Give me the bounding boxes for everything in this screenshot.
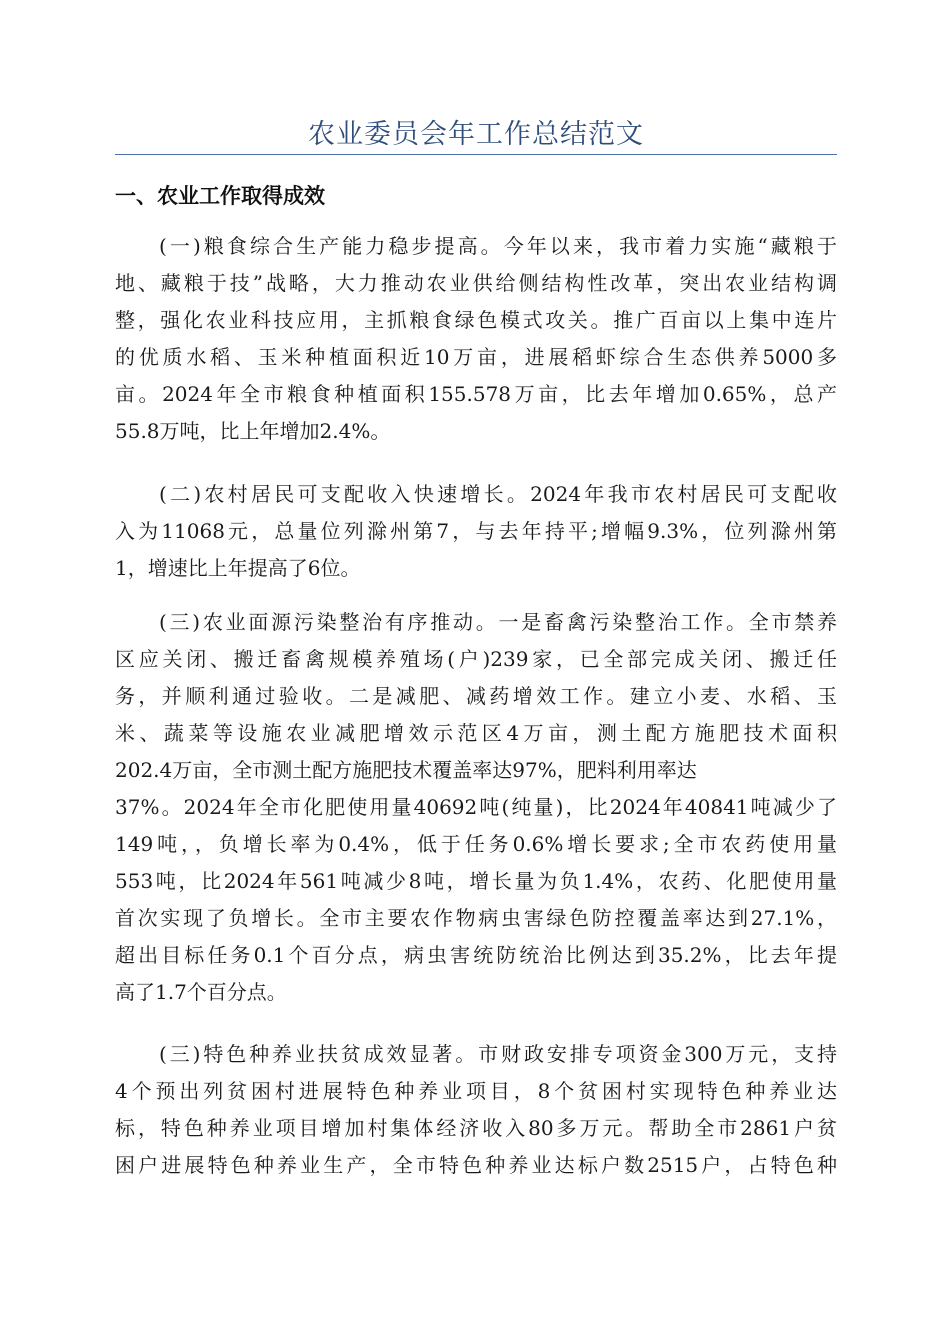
- paragraph-line: 1，增速比上年提高了6位。: [115, 556, 361, 580]
- paragraph-pollution-control: [115, 604, 837, 1011]
- paragraph-line: (二)农村居民可支配收入快速增长。2024年我市农村居民可支配收: [159, 482, 837, 506]
- paragraph-line: 37%。2024年全市化肥使用量40692吨(纯量)，比2024年40841吨减少了: [115, 795, 837, 819]
- paragraph-line: (三)农业面源污染整治有序推动。一是畜禽污染整治工作。全市禁养: [159, 610, 837, 634]
- paragraph-line: (三)特色种养业扶贫成效显著。市财政安排专项资金300万元，支持: [159, 1042, 837, 1066]
- document-title: 农业委员会年工作总结范文: [308, 119, 644, 150]
- paragraph-line: 的优质水稻、玉米种植面积近10万亩，进展稻虾综合生态供养5000多: [115, 345, 837, 369]
- paragraph-line: 米、蔬菜等设施农业减肥增效示范区4万亩，测土配方施肥技术面积: [115, 721, 837, 745]
- paragraph-grain-production: [115, 228, 837, 450]
- paragraph-line: 标，特色种养业项目增加村集体经济收入80多万元。帮助全市2861户贫: [115, 1116, 837, 1140]
- paragraph-line: 区应关闭、搬迁畜禽规模养殖场(户)239家，已全部完成关闭、搬迁任: [115, 647, 837, 671]
- paragraph-line: (一)粮食综合生产能力稳步提高。今年以来，我市着力实施“藏粮于: [159, 234, 837, 258]
- paragraph-line: 4个预出列贫困村进展特色种养业项目，8个贫困村实现特色种养业达: [115, 1079, 837, 1103]
- paragraph-line: 202.4万亩，全市测土配方施肥技术覆盖率达97%，肥料利用率达: [115, 758, 697, 782]
- title-underline: [115, 154, 837, 155]
- paragraph-line: 553吨，比2024年561吨减少8吨，增长量为负1.4%，农药、化肥使用量: [115, 869, 837, 893]
- paragraph-line: 高了1.7个百分点。: [115, 980, 287, 1004]
- paragraph-line: 149吨，，负增长率为0.4%，低于任务0.6%增长要求;全市农药使用量: [115, 832, 837, 856]
- paragraph-line: 首次实现了负增长。全市主要农作物病虫害绿色防控覆盖率达到27.1%，: [115, 906, 837, 930]
- paragraph-line: 超出目标任务0.1个百分点，病虫害统防统治比例达到35.2%，比去年提: [115, 943, 837, 967]
- paragraph-line: 整，强化农业科技应用，主抓粮食绿色模式攻关。推广百亩以上集中连片: [115, 308, 837, 332]
- paragraph-line: 地、藏粮于技”战略，大力推动农业供给侧结构性改革，突出农业结构调: [115, 271, 837, 295]
- paragraph-line: 务，并顺利通过验收。二是减肥、减药增效工作。建立小麦、水稻、玉: [115, 684, 837, 708]
- paragraph-line: 困户进展特色种养业生产，全市特色种养业达标户数2515户，占特色种: [115, 1153, 837, 1177]
- paragraph-line: 入为11068元，总量位列滁州第7，与去年持平;增幅9.3%，位列滁州第: [115, 519, 837, 543]
- paragraph-rural-income: [115, 476, 837, 587]
- paragraph-poverty-alleviation: [115, 1036, 837, 1184]
- paragraph-line: 亩。2024年全市粮食种植面积155.578万亩，比去年增加0.65%，总产: [115, 382, 837, 406]
- section-heading: 一、农业工作取得成效: [115, 184, 325, 208]
- paragraph-line: 55.8万吨，比上年增加2.4%。: [115, 419, 391, 443]
